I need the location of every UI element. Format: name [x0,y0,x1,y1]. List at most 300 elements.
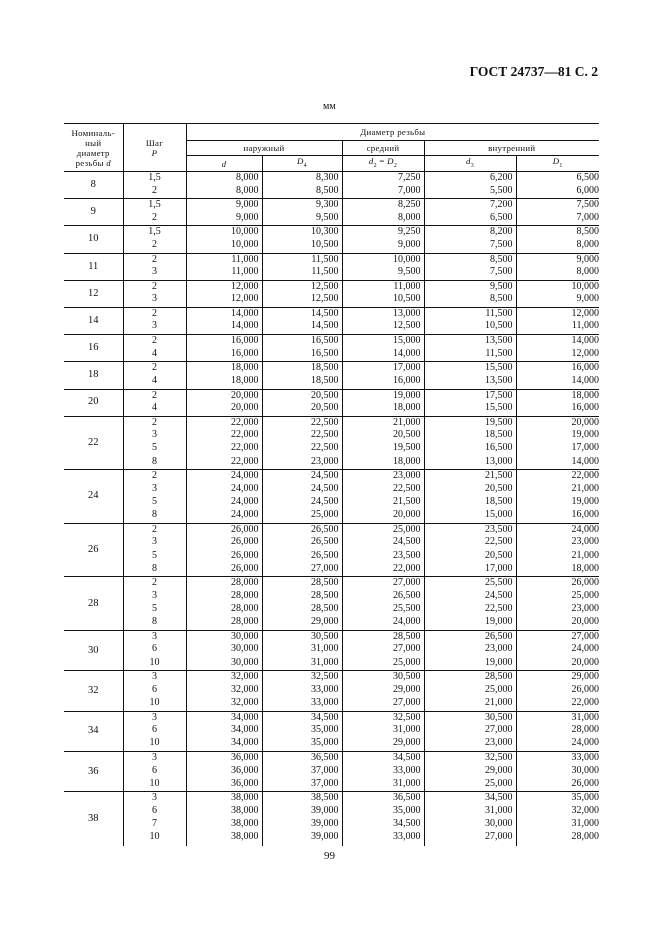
pitch-cell: 2 [123,280,186,294]
nominal-diameter-cell: 36 [64,752,123,792]
d2-cell: 20,500 [342,430,424,443]
nominal-diameter-cell: 8 [64,172,123,199]
pitch-cell: 3 [123,671,186,685]
table-row [64,294,599,307]
D4-cell: 29,000 [262,617,342,630]
d-cell: 28,000 [186,617,262,630]
D1-cell: 18,000 [516,389,599,403]
D4-cell: 8,300 [262,172,342,186]
d3-cell: 11,500 [424,349,516,362]
d3-cell: 34,500 [424,792,516,806]
D1-cell: 11,000 [571,320,599,332]
pitch-cell: 2 [123,523,186,537]
d-cell: 24,000 [186,497,262,510]
d3-cell: 22,500 [424,604,516,617]
table-row [64,403,599,416]
D1-cell: 16,000 [571,509,599,521]
d-cell: 34,000 [186,711,262,725]
d2-cell: 7,000 [342,186,424,199]
d3-cell: 30,000 [424,819,516,832]
col-header-external: наружный [186,141,342,156]
d-cell: 36,000 [186,779,262,792]
d-cell: 22,000 [186,443,262,456]
d2-cell: 25,000 [342,658,424,671]
d2-cell: 24,000 [342,617,424,630]
D1-cell: 26,000 [571,777,599,789]
nominal-diameter-cell: 26 [64,523,123,577]
D4-cell: 30,500 [262,630,342,644]
D4-cell: 22,500 [262,443,342,456]
D4-cell: 35,000 [262,738,342,751]
d2-cell: 19,000 [342,389,424,403]
D4-cell: 34,500 [262,711,342,725]
d-cell: 30,000 [186,630,262,644]
d-cell: 26,000 [186,551,262,564]
D4-cell: 28,500 [262,577,342,591]
D4-cell: 12,500 [262,294,342,307]
page-number: 99 [324,850,335,862]
d3-cell: 8,500 [424,294,516,307]
D1-cell: 30,000 [571,764,599,776]
nominal-diameter-cell: 14 [64,307,123,334]
D4-cell: 32,500 [262,671,342,685]
d3-cell: 13,000 [424,457,516,470]
d-cell: 26,000 [186,523,262,537]
d-cell: 24,000 [186,470,262,484]
pitch-cell: 2 [123,389,186,403]
d2-cell: 33,000 [342,832,424,845]
d2-cell: 22,000 [342,564,424,577]
d2-cell: 27,000 [342,644,424,657]
d2-cell: 23,000 [342,470,424,484]
d3-cell: 25,000 [424,779,516,792]
d3-cell: 15,500 [424,362,516,376]
d2-cell: 36,500 [342,792,424,806]
d2-cell: 20,000 [342,510,424,523]
units-label: мм [323,101,336,112]
pitch-cell: 3 [123,267,186,280]
D1-cell: 12,000 [516,307,599,321]
d-cell: 28,000 [186,577,262,591]
pitch-cell: 2 [123,240,186,253]
d2-cell: 18,000 [342,457,424,470]
pitch-cell: 3 [123,792,186,806]
D4-cell: 9,500 [262,213,342,226]
pitch-cell: 6 [123,644,186,657]
D1-cell: 18,000 [571,562,599,574]
pitch-cell: 4 [123,376,186,389]
pitch-cell: 10 [123,698,186,711]
col-header-internal: внутренний [424,141,599,156]
D4-cell: 24,500 [262,497,342,510]
d3-cell: 19,000 [424,617,516,630]
D4-cell: 22,500 [262,416,342,430]
nominal-diameter-cell: 38 [64,792,123,846]
d3-cell: 24,500 [424,591,516,604]
D1-cell: 8,000 [576,238,599,250]
d-cell: 14,000 [186,321,262,334]
d3-cell: 19,500 [424,416,516,430]
d2-cell: 30,500 [342,671,424,685]
table-row [64,307,599,321]
d3-cell: 8,200 [424,226,516,240]
D4-cell: 33,000 [262,698,342,711]
d2-cell: 28,500 [342,630,424,644]
pitch-cell: 3 [123,630,186,644]
pitch-cell: 3 [123,484,186,497]
D4-cell: 26,500 [262,523,342,537]
pitch-cell: 5 [123,551,186,564]
d3-cell: 30,500 [424,711,516,725]
d2-cell: 27,000 [342,698,424,711]
nominal-diameter-cell: 22 [64,416,123,470]
d-cell: 18,000 [186,362,262,376]
D4-cell: 10,300 [262,226,342,240]
D1-cell: 24,000 [571,737,599,749]
table-row [64,484,599,497]
d-cell: 8,000 [186,172,262,186]
col-header-pitch: Шаг P [123,124,186,172]
d-cell: 8,000 [186,186,262,199]
D1-cell: 31,000 [516,711,599,725]
d2-cell: 12,500 [342,321,424,334]
D4-cell: 22,500 [262,430,342,443]
D1-cell: 31,000 [571,818,599,830]
d3-cell: 8,500 [424,253,516,267]
pitch-cell: 2 [123,253,186,267]
d2-cell: 19,500 [342,443,424,456]
pitch-cell: 1,5 [123,226,186,240]
table-row [64,523,599,537]
D4-cell: 31,000 [262,658,342,671]
D1-cell: 32,000 [571,804,599,816]
d3-cell: 7,500 [424,267,516,280]
d3-cell: 27,000 [424,725,516,738]
D1-cell: 24,000 [516,523,599,537]
d2-cell: 34,500 [342,819,424,832]
d3-cell: 21,500 [424,470,516,484]
table-row [64,752,599,766]
D1-cell: 23,000 [571,536,599,548]
D1-cell: 6,500 [516,172,599,186]
table-row [64,577,599,591]
D1-cell: 35,000 [516,792,599,806]
pitch-cell: 1,5 [123,199,186,213]
D4-cell: 14,500 [262,321,342,334]
d-cell: 16,000 [186,335,262,349]
d3-cell: 13,500 [424,335,516,349]
pitch-cell: 3 [123,321,186,334]
pitch-cell: 3 [123,591,186,604]
D4-cell: 18,500 [262,376,342,389]
D1-cell: 26,000 [571,683,599,695]
pitch-cell: 6 [123,766,186,779]
d-cell: 38,000 [186,819,262,832]
pitch-cell: 8 [123,457,186,470]
table-row [64,226,599,240]
pitch-cell: 2 [123,213,186,226]
d-cell: 28,000 [186,591,262,604]
nominal-diameter-cell: 16 [64,335,123,362]
table-row [64,389,599,403]
d2-cell: 9,250 [342,226,424,240]
d3-cell: 26,500 [424,630,516,644]
D1-cell: 21,000 [571,482,599,494]
table-row [64,376,599,389]
D4-cell: 11,500 [262,253,342,267]
pitch-cell: 4 [123,349,186,362]
d2-cell: 11,000 [342,280,424,294]
D1-cell: 33,000 [516,752,599,766]
d3-cell: 10,500 [424,321,516,334]
D4-cell: 9,300 [262,199,342,213]
d2-cell: 31,000 [342,779,424,792]
pitch-cell: 10 [123,738,186,751]
d-cell: 11,000 [186,267,262,280]
table-row [64,172,599,186]
table-row [64,213,599,226]
col-header-nominal-diameter: Номиналь- ный диаметр резьбы d [64,124,123,172]
D1-cell: 22,000 [516,470,599,484]
pitch-cell: 5 [123,443,186,456]
d2-cell: 25,000 [342,523,424,537]
D4-cell: 28,500 [262,591,342,604]
table-row [64,443,599,456]
table-row [64,779,599,792]
d-cell: 22,000 [186,416,262,430]
d3-cell: 23,000 [424,644,516,657]
D4-cell: 28,500 [262,604,342,617]
col-header-middle: средний [342,141,424,156]
d2-cell: 27,000 [342,577,424,591]
d2-cell: 25,500 [342,604,424,617]
table-row [64,671,599,685]
nominal-diameter-cell: 20 [64,389,123,416]
d3-cell: 20,500 [424,551,516,564]
nominal-diameter-cell: 32 [64,671,123,711]
D1-cell: 26,000 [516,577,599,591]
D4-cell: 12,500 [262,280,342,294]
d2-cell: 18,000 [342,403,424,416]
col-header-thread-diameter: Диаметр резьбы [186,124,599,141]
pitch-cell: 8 [123,617,186,630]
d2-cell: 10,500 [342,294,424,307]
table-row [64,630,599,644]
d-cell: 32,000 [186,671,262,685]
document-header: ГОСТ 24737—81 С. 2 [469,64,598,79]
d3-cell: 17,500 [424,389,516,403]
D1-cell: 9,000 [576,293,599,305]
D1-cell: 21,000 [571,549,599,561]
D4-cell: 39,000 [262,832,342,845]
D1-cell: 12,000 [571,347,599,359]
D1-cell: 28,000 [571,724,599,736]
d-cell: 30,000 [186,644,262,657]
pitch-cell: 8 [123,564,186,577]
d-cell: 26,000 [186,564,262,577]
table-row [64,644,599,657]
table-row [64,186,599,199]
pitch-cell: 1,5 [123,172,186,186]
d-cell: 22,000 [186,457,262,470]
D1-cell: 16,000 [516,362,599,376]
table-row [64,199,599,213]
table-row [64,792,599,806]
d3-cell: 22,500 [424,537,516,550]
D1-cell: 10,000 [516,280,599,294]
D4-cell: 23,000 [262,457,342,470]
table-row [64,617,599,630]
d3-cell: 15,500 [424,403,516,416]
D1-cell: 19,000 [571,495,599,507]
table-row [64,537,599,550]
D4-cell: 31,000 [262,644,342,657]
d2-cell: 35,000 [342,806,424,819]
d-cell: 28,000 [186,604,262,617]
table-body [64,172,599,846]
pitch-cell: 2 [123,307,186,321]
d2-cell: 21,500 [342,497,424,510]
pitch-cell: 10 [123,779,186,792]
D1-cell: 27,000 [516,630,599,644]
d3-cell: 25,500 [424,577,516,591]
nominal-diameter-cell: 11 [64,253,123,280]
nominal-diameter-cell: 9 [64,199,123,226]
table-row [64,457,599,470]
d-cell: 10,000 [186,226,262,240]
d2-cell: 32,500 [342,711,424,725]
table-row [64,280,599,294]
d3-cell: 20,500 [424,484,516,497]
d2-cell: 9,000 [342,240,424,253]
d2-cell: 23,500 [342,551,424,564]
d-cell: 16,000 [186,349,262,362]
table-row [64,738,599,751]
d3-cell: 32,500 [424,752,516,766]
d-cell: 14,000 [186,307,262,321]
d3-cell: 7,200 [424,199,516,213]
table-row [64,766,599,779]
D4-cell: 26,500 [262,537,342,550]
d2-cell: 29,000 [342,685,424,698]
d3-cell: 25,000 [424,685,516,698]
d2-cell: 14,000 [342,349,424,362]
pitch-cell: 7 [123,819,186,832]
table-row [64,470,599,484]
d2-cell: 33,000 [342,766,424,779]
d3-cell: 17,000 [424,564,516,577]
d-cell: 34,000 [186,738,262,751]
d-cell: 34,000 [186,725,262,738]
d3-cell: 16,500 [424,443,516,456]
d-cell: 22,000 [186,430,262,443]
table-header [64,124,599,172]
d2-cell: 17,000 [342,362,424,376]
pitch-cell: 3 [123,752,186,766]
nominal-diameter-cell: 34 [64,711,123,751]
thread-dimensions-table [64,123,599,846]
d-cell: 38,000 [186,792,262,806]
d3-cell: 6,500 [424,213,516,226]
nominal-diameter-cell: 10 [64,226,123,253]
D1-cell: 19,000 [571,429,599,441]
col-header-D1: $D_1$ [516,156,599,172]
table-row [64,658,599,671]
d-cell: 10,000 [186,240,262,253]
pitch-cell: 6 [123,725,186,738]
D1-cell: 24,000 [571,643,599,655]
D1-cell: 14,000 [571,374,599,386]
D4-cell: 27,000 [262,564,342,577]
pitch-cell: 6 [123,685,186,698]
d2-cell: 10,000 [342,253,424,267]
table-row [64,349,599,362]
D4-cell: 37,000 [262,779,342,792]
d2-cell: 21,000 [342,416,424,430]
col-header-d3: $d_3$ [424,156,516,172]
d2-cell: 16,000 [342,376,424,389]
d-cell: 18,000 [186,376,262,389]
d-cell: 36,000 [186,766,262,779]
d-cell: 26,000 [186,537,262,550]
table-row [64,832,599,845]
D4-cell: 39,000 [262,806,342,819]
D1-cell: 8,500 [516,226,599,240]
pitch-cell: 3 [123,711,186,725]
d-cell: 32,000 [186,685,262,698]
pitch-cell: 3 [123,294,186,307]
table-row [64,510,599,523]
D4-cell: 18,500 [262,362,342,376]
table-row [64,253,599,267]
d3-cell: 6,200 [424,172,516,186]
d3-cell: 19,000 [424,658,516,671]
nominal-diameter-cell: 30 [64,630,123,670]
pitch-cell: 5 [123,497,186,510]
D1-cell: 6,000 [576,184,599,196]
d3-cell: 15,000 [424,510,516,523]
D4-cell: 20,500 [262,389,342,403]
pitch-cell: 4 [123,403,186,416]
d3-cell: 18,500 [424,430,516,443]
D1-cell: 20,000 [516,416,599,430]
D4-cell: 26,500 [262,551,342,564]
d3-cell: 27,000 [424,832,516,845]
D1-cell: 20,000 [571,656,599,668]
D4-cell: 35,000 [262,725,342,738]
table-row [64,416,599,430]
d-cell: 9,000 [186,213,262,226]
d3-cell: 23,000 [424,738,516,751]
D1-cell: 14,000 [516,335,599,349]
nominal-diameter-cell: 24 [64,470,123,524]
D4-cell: 11,500 [262,267,342,280]
d-cell: 36,000 [186,752,262,766]
pitch-cell: 8 [123,510,186,523]
table-row [64,267,599,280]
pitch-cell: 3 [123,537,186,550]
nominal-diameter-cell: 12 [64,280,123,307]
d2-cell: 7,250 [342,172,424,186]
pitch-cell: 2 [123,362,186,376]
d2-cell: 29,000 [342,738,424,751]
D1-cell: 8,000 [576,266,599,278]
d2-cell: 34,500 [342,752,424,766]
d3-cell: 29,000 [424,766,516,779]
table-row [64,321,599,334]
D4-cell: 25,000 [262,510,342,523]
d2-cell: 31,000 [342,725,424,738]
